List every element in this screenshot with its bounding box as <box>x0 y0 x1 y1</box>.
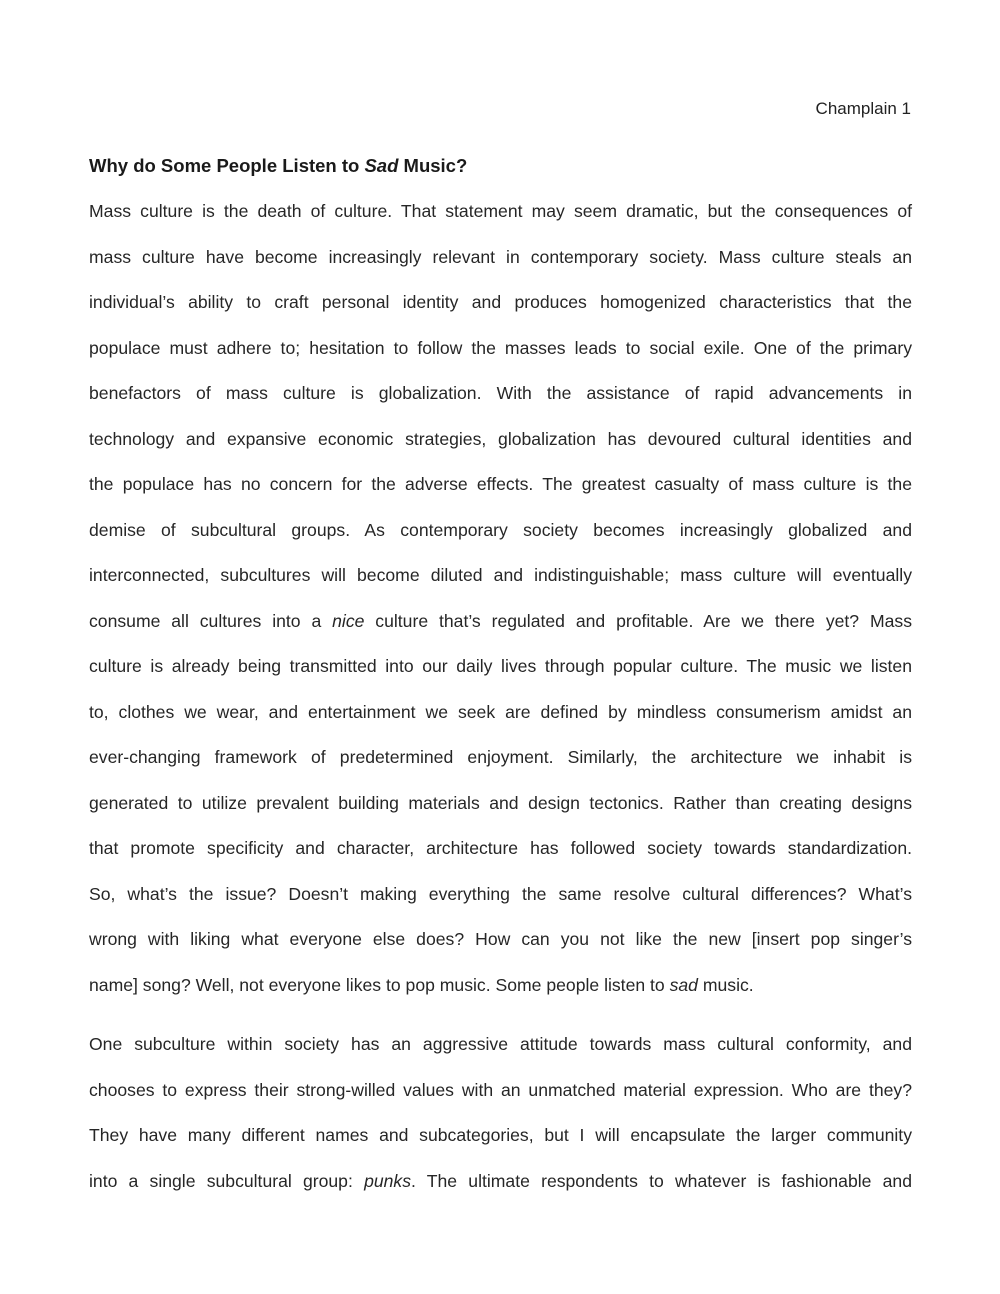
paragraph-line: benefactors of mass culture is globalization. With the assistance of rapid advancements in <box>89 383 912 403</box>
paragraph-line: interconnected, subcultures will become diluted and indistinguishable; mass culture will eventually <box>89 565 912 585</box>
paragraph-line: ever-changing framework of predetermined enjoyment. Similarly, the architecture we inhabit is <box>89 747 912 767</box>
emphasis-word: punks <box>364 1170 412 1191</box>
paragraph-line: technology and expansive economic strategies, globalization has devoured cultural identities and <box>89 428 912 449</box>
paragraph-2 <box>89 1022 912 1204</box>
emphasis-word: nice <box>332 610 365 631</box>
paragraph-line: the populace has no concern for the adverse effects. The greatest casualty of mass culture is the <box>89 474 912 494</box>
paragraph-line: culture is already being transmitted into our daily lives through popular culture. The music we listen <box>89 656 912 676</box>
title-prefix: Why do Some People Listen to <box>89 155 365 176</box>
title-suffix: Music? <box>398 155 468 176</box>
paragraph-line: to, clothes we wear, and entertainment we seek are defined by mindless consumerism amidst an <box>89 701 912 722</box>
paragraph-line: They have many different names and subcategories, but I will encapsulate the larger community <box>89 1125 912 1145</box>
emphasis-word: sad <box>669 974 698 995</box>
line-text: culture that’s regulated and profitable. Are we there yet? Mass <box>364 610 913 631</box>
line-text: music. <box>697 974 754 995</box>
line-text: name] song? Well, not everyone likes to pop music. Some people listen to <box>89 974 670 995</box>
title-emphasis: Sad <box>364 155 399 176</box>
paragraph-line: mass culture have become increasingly relevant in contemporary society. Mass culture steals an <box>89 246 912 267</box>
paragraph-line: generated to utilize prevalent building materials and design tectonics. Rather than creating designs <box>89 792 912 813</box>
paragraph-line: chooses to express their strong-willed values with an unmatched material expression. Who are they? <box>89 1079 912 1100</box>
paragraph-line: One subculture within society has an aggressive attitude towards mass cultural conformity, and <box>89 1034 912 1054</box>
paragraph-line: populace must adhere to; hesitation to follow the masses leads to social exile. One of the primary <box>89 337 912 358</box>
line-text: . The ultimate respondents to whatever is fashionable and <box>411 1170 912 1191</box>
paragraph-line: wrong with liking what everyone else does? How can you not like the new [insert pop singer’s <box>89 929 912 949</box>
paragraph-1 <box>89 189 912 1008</box>
paragraph-line-with-emphasis <box>89 1159 912 1205</box>
paragraph-line-with-emphasis <box>89 599 912 645</box>
paragraph-line: So, what’s the issue? Doesn’t making everything the same resolve cultural differences? What’s <box>89 883 912 904</box>
line-text: into a single subcultural group: <box>89 1170 365 1191</box>
essay-title <box>89 153 467 179</box>
paragraph-line: Mass culture is the death of culture. That statement may seem dramatic, but the consequences of <box>89 201 912 221</box>
paragraph-line: demise of subcultural groups. As contemporary society becomes increasingly globalized and <box>89 519 912 540</box>
paragraph-last-line <box>89 963 912 1009</box>
line-text: consume all cultures into a <box>89 610 333 631</box>
paragraph-line: that promote specificity and character, architecture has followed society towards standardization. <box>89 838 912 858</box>
paragraph-line: individual’s ability to craft personal identity and produces homogenized characteristics that the <box>89 292 912 312</box>
running-head: Champlain 1 <box>815 99 911 118</box>
